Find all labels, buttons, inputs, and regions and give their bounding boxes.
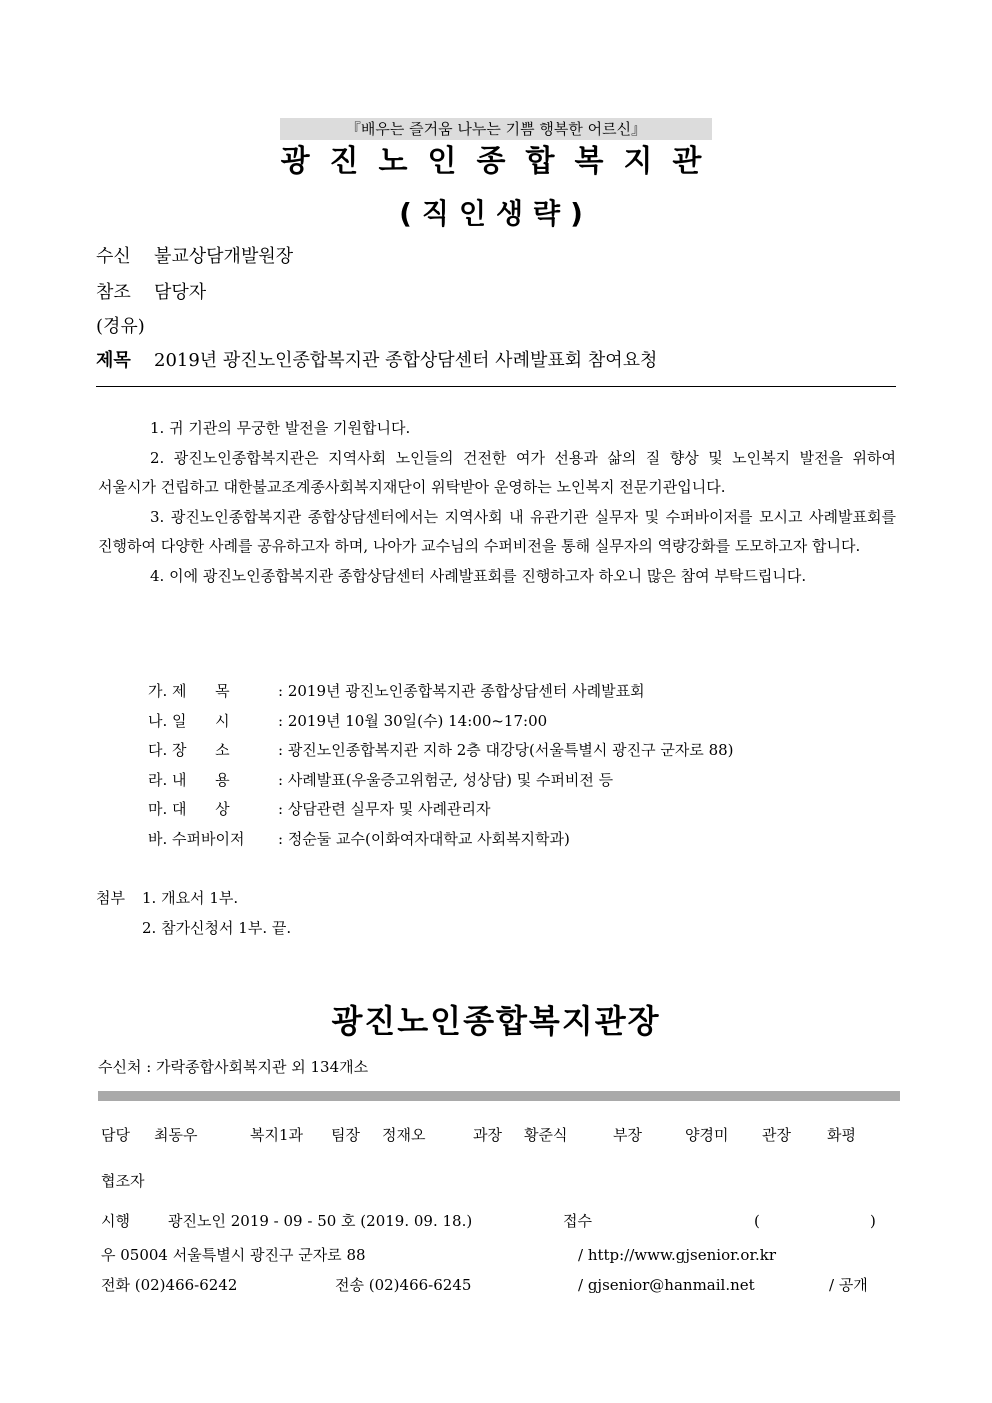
subject-value: 2019년 광진노인종합복지관 종합상담센터 사례발표회 참여요청 (154, 350, 658, 371)
website-link[interactable]: / http://www.gjsenior.or.kr (578, 1246, 776, 1264)
footer-band (98, 1091, 900, 1101)
subject-label: 제목 (96, 350, 131, 371)
body-paragraphs (98, 414, 896, 591)
cooperator-label: 협조자 (101, 1172, 145, 1190)
recipient-line (96, 242, 293, 272)
header-divider (96, 386, 896, 387)
email-link[interactable]: / gjsenior@hanmail.net (578, 1276, 755, 1294)
detail-key: 라. 내 용 (148, 770, 230, 789)
attachment-item: 2. 참가신청서 1부. 끝. (142, 919, 292, 937)
slogan: 『배우는 즐거움 나누는 기쁨 행복한 어르신』 (280, 118, 712, 140)
fax: 전송 (02)466-6245 (335, 1276, 472, 1294)
approval-name: 정재오 (382, 1126, 426, 1144)
detail-value: : 사례발표(우울증고위험군, 성상담) 및 수퍼비전 등 (278, 770, 614, 789)
attachments (96, 883, 291, 943)
event-details (148, 677, 734, 854)
approval-role: 팀장 (331, 1126, 360, 1144)
approval-name: 황준식 (524, 1126, 568, 1144)
approval-dept: 복지1과 (250, 1126, 304, 1144)
detail-key: 나. 일 시 (148, 711, 230, 730)
reference-value: 담당자 (154, 282, 207, 303)
sender-title: 광진노인종합복지관장 (331, 1002, 661, 1040)
subject-line (96, 346, 657, 376)
org-title: 광진노인종합복지관 (280, 144, 722, 179)
detail-value: : 2019년 10월 30일(수) 14:00~17:00 (278, 711, 548, 730)
reference-label: 참조 (96, 282, 131, 303)
detail-value: : 상담관련 실무자 및 사례관리자 (278, 800, 491, 818)
phone: 전화 (02)466-6242 (101, 1276, 238, 1294)
recipient-label: 수신 (96, 246, 131, 267)
approval-role: 부장 (613, 1126, 642, 1144)
recipient-list: 수신처 : 가락종합사회복지관 외 134개소 (98, 1058, 369, 1076)
approval-role: 담당 (101, 1126, 130, 1144)
reference-line (96, 278, 206, 308)
detail-content (148, 766, 734, 796)
paragraph-2: 2. 광진노인종합복지관은 지역사회 노인들의 건전한 여가 선용과 삶의 질 향상 및 노인복지 발전을 위하여 서울시가 건립하고 대한불교조계종사회복지재단이 위탁받아 운영하는 노인복지 전문기관입니다. (98, 448, 896, 496)
attachment-item: 1. 개요서 1부. (142, 889, 239, 907)
approval-role: 관장 (762, 1126, 791, 1144)
disclosure-status: / 공개 (829, 1276, 868, 1294)
via-label: (경유) (96, 316, 145, 337)
detail-key: 가. 제 목 (148, 682, 230, 700)
detail-datetime (148, 707, 734, 737)
receipt-open: ( (754, 1212, 760, 1230)
approval-role: 과장 (473, 1126, 502, 1144)
detail-value: : 2019년 광진노인종합복지관 종합상담센터 사례발표회 (278, 682, 645, 700)
paragraph-4: 4. 이에 광진노인종합복지관 종합상담센터 사례발표회를 진행하고자 하오니 많은 참여 부탁드립니다. (150, 566, 807, 585)
enforce-label: 시행 (101, 1212, 130, 1230)
address: 우 05004 서울특별시 광진구 군자로 88 (101, 1246, 366, 1264)
recipient-value: 불교상담개발원장 (154, 246, 294, 267)
approval-name: 화평 (827, 1126, 856, 1144)
via-line (96, 312, 145, 342)
detail-key: 다. 장 소 (148, 741, 230, 759)
detail-value: : 광진노인종합복지관 지하 2층 대강당(서울특별시 광진구 군자로 88) (278, 741, 734, 759)
enforce-value: 광진노인 2019 - 09 - 50 호 (2019. 09. 18.) (168, 1212, 473, 1230)
receipt-label: 접수 (563, 1212, 592, 1230)
paragraph-3: 3. 광진노인종합복지관 종합상담센터에서는 지역사회 내 유관기관 실무자 및 수퍼바이저를 모시고 사례발표회를 진행하여 다양한 사례를 공유하고자 하며, 나아가 교수님의 수퍼비전을 통해 실무자의 역량강화를 도모하고자 합니다. (98, 507, 896, 555)
detail-venue (148, 736, 734, 766)
detail-key: 마. 대 상 (148, 800, 230, 818)
detail-key: 바. 수퍼바이저 (148, 829, 245, 848)
approval-name: 최동우 (154, 1126, 198, 1144)
detail-value: : 정순둘 교수(이화여자대학교 사회복지학과) (278, 829, 570, 848)
detail-target (148, 795, 734, 825)
seal-omitted-note: (직인생략) (399, 197, 593, 230)
attachment-label: 첨부 (96, 889, 125, 907)
approval-name: 양경미 (685, 1126, 729, 1144)
detail-title (148, 677, 734, 707)
detail-supervisor (148, 825, 734, 855)
paragraph-1: 1. 귀 기관의 무궁한 발전을 기원합니다. (150, 419, 411, 437)
receipt-close: ) (870, 1212, 876, 1230)
